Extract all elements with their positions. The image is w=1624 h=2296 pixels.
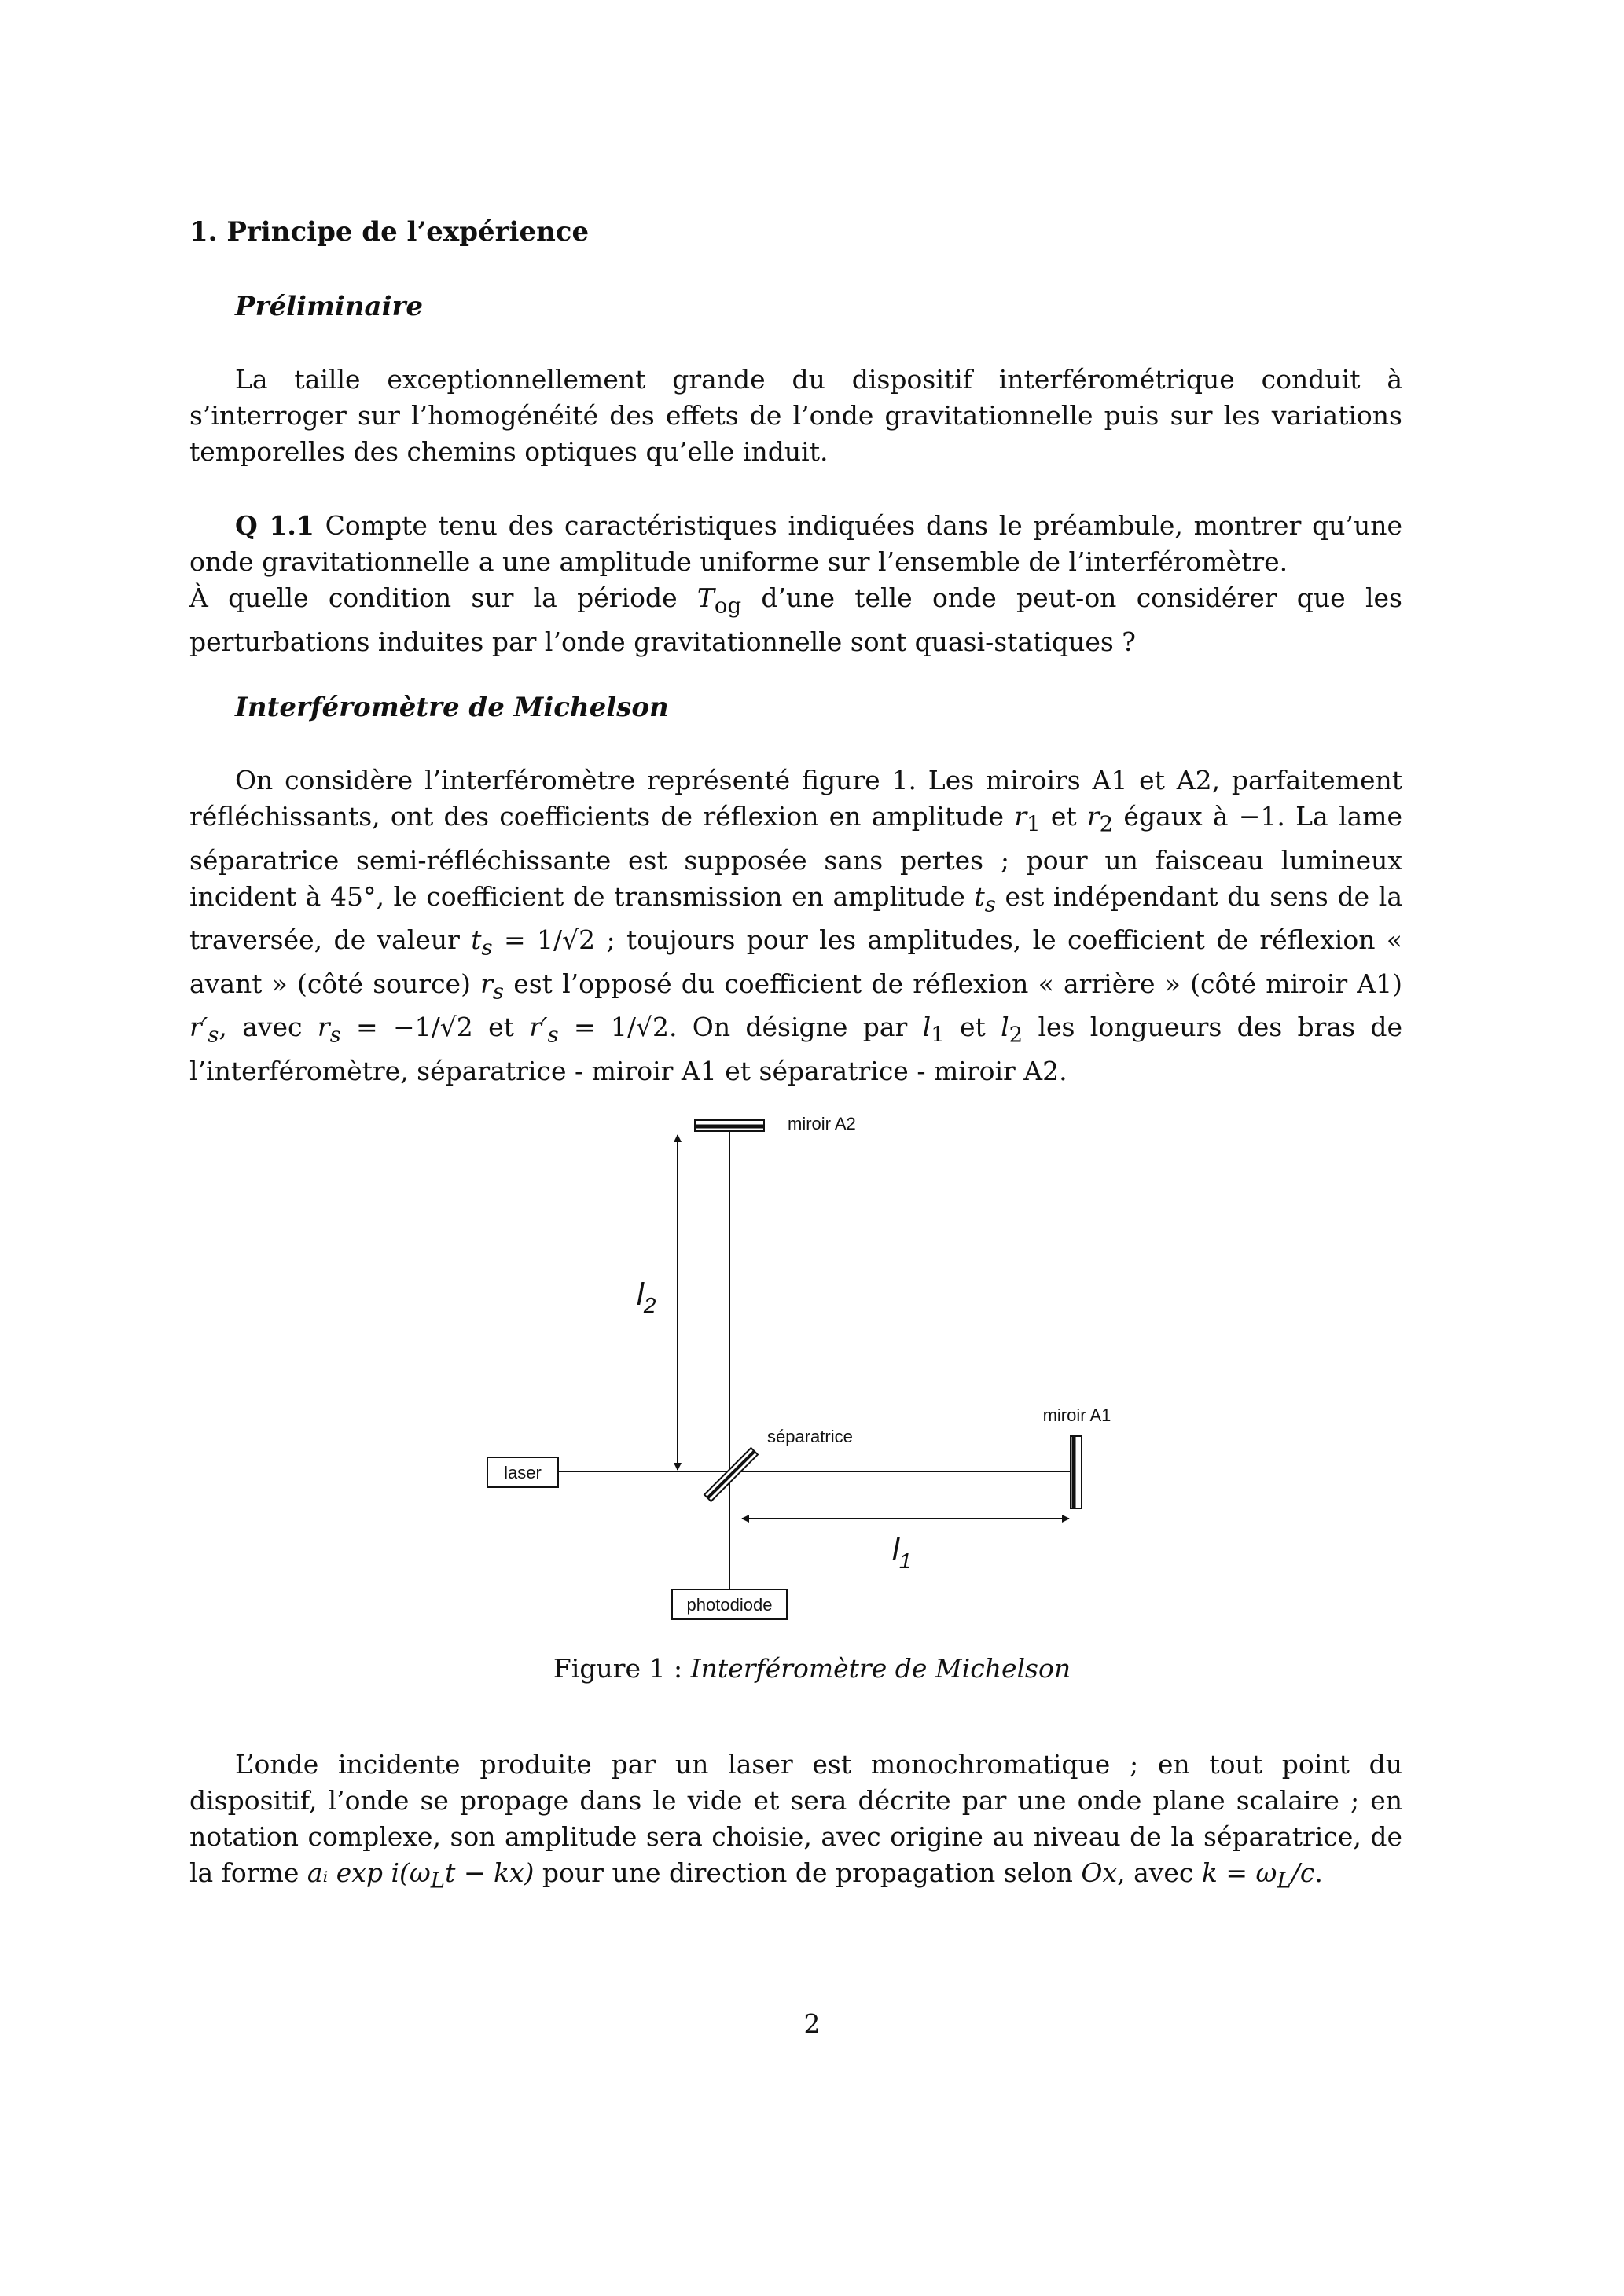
michelson-text-8: et	[472, 1012, 530, 1043]
equation-rs-prime: = 1/√2	[558, 1012, 669, 1043]
question-text-2b: d’une telle onde peut-on considérer que les perturbations induites par l’onde gravitationnelle sont quasi-statiques ?	[189, 582, 1402, 657]
symbol-rs-prime-sub: s	[208, 1022, 219, 1048]
michelson-text-1: On considère l’interféromètre représenté figure 1. Les miroirs A1 et A2, parfaitement réfléchissants, ont des coefficients de réflexion en amplitude	[189, 765, 1402, 832]
symbol-l2: l	[1001, 1012, 1009, 1043]
onde-text-1: L’onde incidente produite par un laser est monochromatique ; en tout point du dispositif, l’onde se propage dans le vide et sera décrite par une onde plane scalaire ; en notation complexe, son amplitude sera choisie, avec origine au niveau de la séparatrice, de la forme	[189, 1749, 1402, 1888]
symbol-l1-sub: 1	[931, 1022, 945, 1048]
page-number: 2	[803, 2008, 821, 2039]
michelson-text-4: est indépendant du sens de la traversée, de valeur	[189, 880, 1402, 956]
label-miroir-a2: miroir A2	[788, 1114, 856, 1133]
symbol-r1-sub: 1	[1027, 811, 1041, 837]
onde-text-2: pour une direction de propagation selon	[534, 1857, 1082, 1888]
michelson-text-2: et	[1040, 801, 1087, 832]
period-subscript: og	[714, 593, 742, 619]
paragraph-onde-incidente	[189, 1747, 1402, 1899]
equation-rs: = −1/√2	[340, 1012, 473, 1043]
onde-text-4: .	[1314, 1857, 1323, 1888]
symbol-rs-prime: r′	[189, 1012, 208, 1043]
symbol-l1: l	[922, 1012, 931, 1043]
onde-text-3: , avec	[1117, 1857, 1202, 1888]
symbol-rs-prime-2: r′	[529, 1012, 548, 1043]
subsection-title-preliminaire: Préliminaire	[235, 291, 424, 322]
wavenumber-sub: L	[1277, 1868, 1291, 1894]
beam-splitter	[704, 1448, 758, 1501]
figure-michelson	[472, 1093, 1148, 1643]
label-separatrice: séparatrice	[767, 1427, 853, 1446]
axis-ox: Ox	[1081, 1857, 1118, 1888]
symbol-rs-2-sub: s	[329, 1022, 341, 1048]
label-photodiode: photodiode	[686, 1595, 773, 1615]
symbol-r2-sub: 2	[1099, 811, 1114, 837]
symbol-l2-sub: 2	[1009, 1022, 1023, 1048]
question-1-1	[189, 508, 1402, 580]
section-title: 1. Principe de l’expérience	[189, 216, 590, 248]
question-text-1: Compte tenu des caractéristiques indiquées dans le préambule, montrer qu’une onde gravitationnelle a une amplitude uniforme sur l’ensemble de l’interféromètre.	[189, 510, 1402, 577]
michelson-text-11: les longueurs des bras de l’interféromètre, séparatrice - miroir A1 et séparatrice - miroir A2.	[189, 1012, 1402, 1086]
symbol-ts-value-sub: s	[481, 935, 493, 961]
michelson-text-3: égaux à −1. La lame séparatrice semi-réfléchissante est supposée sans pertes ; pour un faisceau lumineux incident à 45°, le coefficient de transmission en amplitude	[189, 801, 1403, 912]
label-l2-sub: 2	[643, 1293, 656, 1317]
michelson-text-10: et	[944, 1012, 1001, 1043]
question-1-1-continued	[189, 580, 1402, 660]
label-l1-sub: 1	[898, 1548, 912, 1573]
equation-ts: = 1/√2	[492, 924, 596, 956]
caption-prefix: Figure 1 :	[553, 1653, 691, 1684]
symbol-rs-2: r	[317, 1012, 330, 1043]
expression-amplitude-sub: L	[430, 1868, 446, 1894]
symbol-r2: r	[1086, 801, 1100, 832]
expression-amplitude-end: t − kx)	[445, 1857, 535, 1888]
michelson-text-7: , avec	[219, 1012, 318, 1043]
question-label: Q 1.1	[235, 510, 314, 541]
wavenumber: k = ω	[1201, 1857, 1277, 1888]
figure-caption	[0, 1653, 1624, 1684]
michelson-text-5: ; toujours pour les amplitudes, le coefficient de réflexion « avant » (côté source)	[189, 924, 1402, 999]
symbol-ts: t	[974, 880, 985, 912]
paragraph-preliminaire: La taille exceptionnellement grande du dispositif interférométrique conduit à s’interroger sur l’homogénéité des effets de l’onde gravitationnelle puis sur les variations temporelles des chemins optiques qu’elle induit.	[189, 364, 1402, 467]
symbol-rs-prime-2-sub: s	[547, 1022, 559, 1048]
michelson-text-6: est l’opposé du coefficient de réflexion « arrière » (côté miroir A1)	[504, 968, 1402, 999]
label-miroir-a1: miroir A1	[1042, 1405, 1111, 1425]
symbol-rs: r	[480, 968, 493, 999]
wavenumber-end: /c	[1291, 1857, 1315, 1888]
michelson-text-9: . On désigne par	[668, 1012, 923, 1043]
symbol-r1: r	[1014, 801, 1027, 832]
symbol-rs-sub: s	[492, 979, 505, 1005]
label-laser: laser	[504, 1463, 542, 1482]
period-symbol: T	[696, 582, 715, 613]
label-l2-letter: l	[637, 1277, 644, 1312]
caption-title: Interféromètre de Michelson	[690, 1653, 1071, 1684]
figure-michelson-svg	[472, 1093, 1148, 1643]
paragraph-michelson	[189, 762, 1402, 1089]
label-l1	[892, 1533, 911, 1573]
label-l1-letter: l	[892, 1533, 899, 1567]
symbol-ts-sub: s	[984, 891, 996, 917]
question-text-2a: À quelle condition sur la période	[189, 582, 697, 613]
symbol-ts-value: t	[471, 924, 482, 956]
subsection-title-michelson: Interféromètre de Michelson	[235, 692, 669, 723]
expression-amplitude: aᵢ exp i(ω	[307, 1857, 431, 1888]
label-l2	[637, 1277, 656, 1317]
